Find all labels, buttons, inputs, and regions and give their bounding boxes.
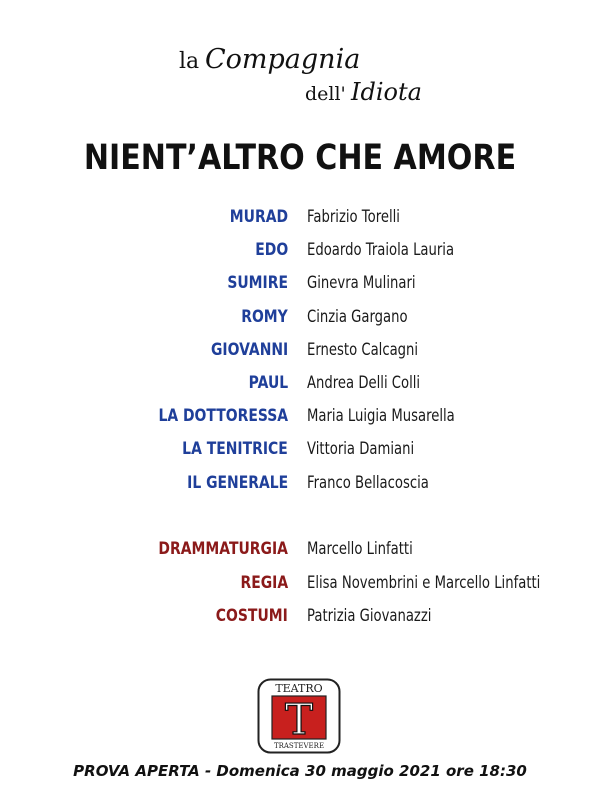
logo-prefix-la: la xyxy=(179,49,200,74)
cast-row xyxy=(0,369,600,402)
cast-row xyxy=(0,236,600,269)
teatro-bottom-text: TRASTEVERE xyxy=(273,742,325,750)
logo-prefix-dell: dell' xyxy=(305,83,346,105)
cast-role: IL GENERALE xyxy=(186,472,288,493)
cast-role: LA DOTTORESSA xyxy=(158,406,288,427)
cast-name: Cinzia Gargano xyxy=(307,306,408,326)
cast-role: PAUL xyxy=(248,372,288,393)
crew-name: Patrizia Giovanazzi xyxy=(307,606,432,625)
crew-list xyxy=(0,535,600,636)
logo-word-compagnia: Compagnia xyxy=(205,44,361,75)
crew-name: Marcello Linfatti xyxy=(307,539,413,558)
teatro-logo-graphic xyxy=(257,678,341,754)
cast-role: MURAD xyxy=(229,207,288,227)
cast-row xyxy=(0,336,600,369)
cast-row xyxy=(0,469,600,502)
cast-role: LA TENITRICE xyxy=(182,439,288,460)
cast-row xyxy=(0,269,600,302)
cast-row xyxy=(0,203,600,236)
event-footer: PROVA APERTA - Domenica 30 maggio 2021 ore 18:30 xyxy=(73,762,527,780)
cast-name: Maria Luigia Musarella xyxy=(307,406,455,426)
crew-role: COSTUMI xyxy=(215,606,288,626)
cast-row xyxy=(0,435,600,468)
teatro-trastevere-logo xyxy=(257,678,341,754)
cast-row xyxy=(0,303,600,336)
cast-role: SUMIRE xyxy=(227,273,288,294)
crew-role: DRAMMATURGIA xyxy=(158,539,288,559)
cast-name: Ginevra Mulinari xyxy=(307,273,416,293)
cast-role: GIOVANNI xyxy=(210,339,288,360)
cast-name: Vittoria Damiani xyxy=(307,439,415,459)
crew-row xyxy=(0,569,600,603)
compagnia-logo xyxy=(175,16,435,108)
crew-role: REGIA xyxy=(240,572,288,593)
crew-name: Elisa Novembrini e Marcello Linfatti xyxy=(307,572,541,592)
crew-row xyxy=(0,602,600,636)
cast-name: Andrea Delli Colli xyxy=(307,372,421,392)
teatro-letter: T xyxy=(284,695,314,744)
cast-row xyxy=(0,402,600,435)
cast-list xyxy=(0,203,600,502)
cast-name: Fabrizio Torelli xyxy=(307,207,400,226)
compagnia-logo-graphic xyxy=(175,16,435,108)
crew-row xyxy=(0,535,600,569)
cast-role: ROMY xyxy=(241,306,288,327)
logo-word-idiota: Idiota xyxy=(351,78,422,106)
cast-name: Edoardo Traiola Lauria xyxy=(307,240,455,260)
cast-role: EDO xyxy=(255,240,288,261)
cast-name: Franco Bellacoscia xyxy=(307,472,429,492)
cast-name: Ernesto Calcagni xyxy=(307,339,419,359)
page-title: NIENT’ALTRO CHE AMORE xyxy=(83,138,517,178)
teatro-top-text: TEATRO xyxy=(275,682,323,695)
